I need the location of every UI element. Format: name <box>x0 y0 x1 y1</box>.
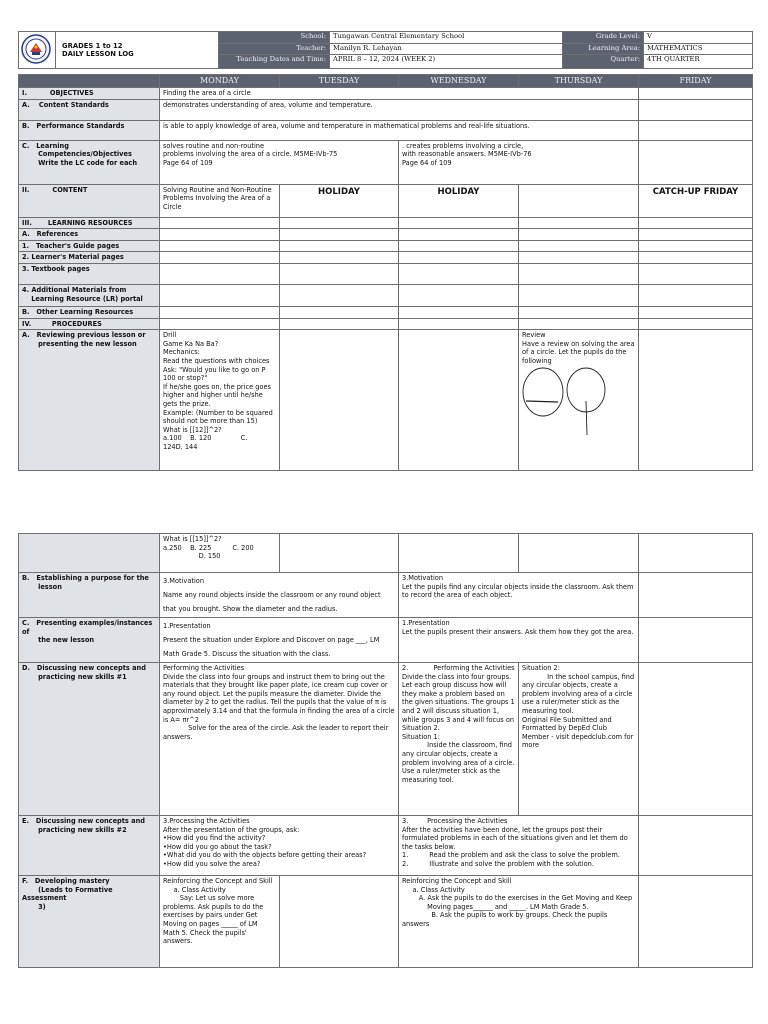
holiday-tuesday: HOLIDAY <box>280 184 399 217</box>
dates-value: APRIL 8 – 12, 2024 (WEEK 2) <box>330 55 563 69</box>
reviewing-wednesday <box>399 330 519 471</box>
reviewing-friday <box>639 330 753 471</box>
quarter-value: 4TH QUARTER <box>644 55 753 69</box>
competencies-friday <box>639 140 753 184</box>
performance-standards-text: is able to apply knowledge of area, volume and temperature in mathematical problems and real-life situations. <box>160 120 639 140</box>
continued-label <box>19 534 160 573</box>
content-standards-label: A. Content Standards <box>19 99 160 120</box>
presenting-wednesday: 1.Presentation Let the pupils present their answers. Ask them how they got the area. <box>399 618 639 663</box>
presenting-label: C. Presenting examples/instances of the new lesson <box>19 618 160 663</box>
reviewing-monday: Drill Game Ka Na Ba? Mechanics: Read the questions with choices Ask: "Would you like to go on P 100 or stop?" If he/she goes on, the price goes higher and higher until he/she gets the prize. Example: (Number to be squared should not be more than 15) What is [[12]]^2? a.100 B. 120 C. 124D. 144 <box>160 330 280 471</box>
objectives-label: I. OBJECTIVES <box>19 88 160 100</box>
lesson-table-1 <box>18 74 753 471</box>
objectives-friday <box>639 88 753 100</box>
day-monday: MONDAY <box>160 75 280 88</box>
performance-standards-friday <box>639 120 753 140</box>
purpose-monday: 3.Motivation Name any round objects inside the classroom or any round object that you brought. Show the diameter and the radius. <box>160 573 399 618</box>
discussing-2-wednesday: 3. Processing the Activities After the activities have been done, let the groups post their formulated problems in each of the situations given and let them do the tasks below. 1. Read the problem and ask the class to solve the problem. 2. Illustrate and solve the problem with the solution. <box>399 816 639 876</box>
day-tuesday: TUESDAY <box>280 75 399 88</box>
area-label: Learning Area: <box>563 43 644 55</box>
objectives-text: Finding the area of a circle <box>160 88 639 100</box>
header-section <box>18 31 752 69</box>
other-resources-label: B. Other Learning Resources <box>19 306 160 318</box>
presenting-monday: 1.Presentation Present the situation under Explore and Discover on page ___, LM Math Grade 5. Discuss the situation with the class. <box>160 618 399 663</box>
day-wednesday: WEDNESDAY <box>399 75 519 88</box>
area-value: MATHEMATICS <box>644 43 753 55</box>
deped-seal-cell <box>19 32 56 69</box>
mastery-tuesday <box>280 876 399 968</box>
title-line-2: DAILY LESSON LOG <box>62 50 134 58</box>
reviewing-tuesday <box>280 330 399 471</box>
header-table <box>18 31 753 69</box>
school-value: Tungawan Central Elementary School <box>330 32 563 44</box>
mastery-wednesday: Reinforcing the Concept and Skill a. Class Activity A. Ask the pupils to do the exercises in the Get Moving and Keep Moving pages______ and _____. LM Math Grade 5. B. Ask the pupils to work by groups. Check the pupils answers <box>399 876 639 968</box>
quarter-label: Quarter: <box>563 55 644 69</box>
reviewing-label: A. Reviewing previous lesson or presenting the new lesson <box>19 330 160 471</box>
learners-material-label: 2. Learner's Material pages <box>19 252 160 264</box>
performance-standards-label: B. Performance Standards <box>19 120 160 140</box>
discussing-1-label: D. Discussing new concepts and practicing new skills #1 <box>19 663 160 816</box>
title-line-1: GRADES 1 to 12 <box>62 42 123 50</box>
content-standards-text: demonstrates understanding of area, volume and temperature. <box>160 99 639 120</box>
additional-materials-label: 4. Additional Materials from Learning Resource (LR) portal <box>19 284 160 306</box>
mastery-label: F. Developing mastery (Leads to Formative Assessment 3) <box>19 876 160 968</box>
grade-label: Grade Level: <box>563 32 644 44</box>
dates-label: Teaching Dates and Time: <box>219 55 330 69</box>
day-thursday: THURSDAY <box>519 75 639 88</box>
content-standards-friday <box>639 99 753 120</box>
holiday-wednesday: HOLIDAY <box>399 184 519 217</box>
references-label: A. References <box>19 229 160 241</box>
lesson-log-page-2 <box>18 533 752 968</box>
competencies-label: C. Learning Competencies/Objectives Write the LC code for each <box>19 140 160 184</box>
teacher-label: Teacher: <box>219 43 330 55</box>
procedures-label: IV. PROCEDURES <box>19 318 160 330</box>
deped-seal-logo <box>21 34 51 64</box>
competencies-monday: solves routine and non-routine problems involving the area of a circle. M5ME-IVb-75 Page 64 of 109 <box>160 140 399 184</box>
corner-cell <box>19 75 160 88</box>
textbook-pages-label: 3. Textbook pages <box>19 263 160 284</box>
school-label: School: <box>219 32 330 44</box>
reviewing-thursday <box>519 330 639 471</box>
circles-drawing <box>522 367 622 439</box>
day-friday: FRIDAY <box>639 75 753 88</box>
discussing-1-thursday: Situation 2: In the school campus, find any circular objects, create a problem involving area of a circle use a ruler/meter stick as the measuring tool. Original File Submitted and Formatted by DepEd Club Member - visit depedclub.com for more <box>519 663 639 816</box>
grade-value: V <box>644 32 753 44</box>
discussing-1-monday: Performing the Activities Divide the class into four groups and instruct them to bring out the materials that they brought like paper plate, ice cream cup cover or any round object. Let the pupils measure the diameter. Divide the diameter by 2 to get the radius. Tell the pupils that the value of π is approximately 3.14 and that the formula in finding the area of a circle is A= πr^2 Solve for the area of the circle. Ask the leader to report their answers. <box>160 663 399 816</box>
continued-monday: What is [[15]]^2? a.250 B. 225 C. 200 D. 150 <box>160 534 280 573</box>
teacher-value: Manilyn R. Lehayan <box>330 43 563 55</box>
lesson-log-page-1 <box>18 74 752 471</box>
title-cell <box>56 32 219 69</box>
content-thursday <box>519 184 639 217</box>
discussing-1-wednesday: 2. Performing the Activities Divide the class into four groups. Let each group discuss how will they make a problem based on the given situations. The groups 1 and 2 will discuss situation 1, while groups 3 and 4 will focus on Situation 2. Situation 1: Inside the classroom, find any circular objects, create a problem involving area of a circle. Use a ruler/meter stick as the measuring tool. <box>399 663 519 816</box>
mastery-monday: Reinforcing the Concept and Skill a. Class Activity Say: Let us solve more problems. Ask pupils to do the exercises by pairs under Get Moving on pages _____ of LM Math 5. Check the pupils' answers. <box>160 876 280 968</box>
purpose-wednesday: 3.Motivation Let the pupils find any circular objects inside the classroom. Ask them to record the area of each object. <box>399 573 639 618</box>
content-label: II. CONTENT <box>19 184 160 217</box>
content-monday: Solving Routine and Non-Routine Problems Involving the Area of a Circle <box>160 184 280 217</box>
discussing-2-monday: 3.Processing the Activities After the presentation of the groups, ask: •How did you find the activity? •How did you go about the task? •What did you do with the objects before getting their areas? •How did you solve the area? <box>160 816 399 876</box>
review-thursday-text: Review Have a review on solving the area of a circle. Let the pupils do the following <box>522 331 635 365</box>
purpose-label: B. Establishing a purpose for the lesson <box>19 573 160 618</box>
lesson-table-2 <box>18 533 753 968</box>
competencies-wednesday: . creates problems involving a circle, with reasonable answers. M5ME-IVb-76 Page 64 of 109 <box>399 140 639 184</box>
learning-resources-label: III. LEARNING RESOURCES <box>19 217 160 229</box>
teachers-guide-label: 1. Teacher's Guide pages <box>19 240 160 252</box>
catch-up-friday: CATCH-UP FRIDAY <box>639 184 753 217</box>
discussing-2-label: E. Discussing new concepts and practicing new skills #2 <box>19 816 160 876</box>
